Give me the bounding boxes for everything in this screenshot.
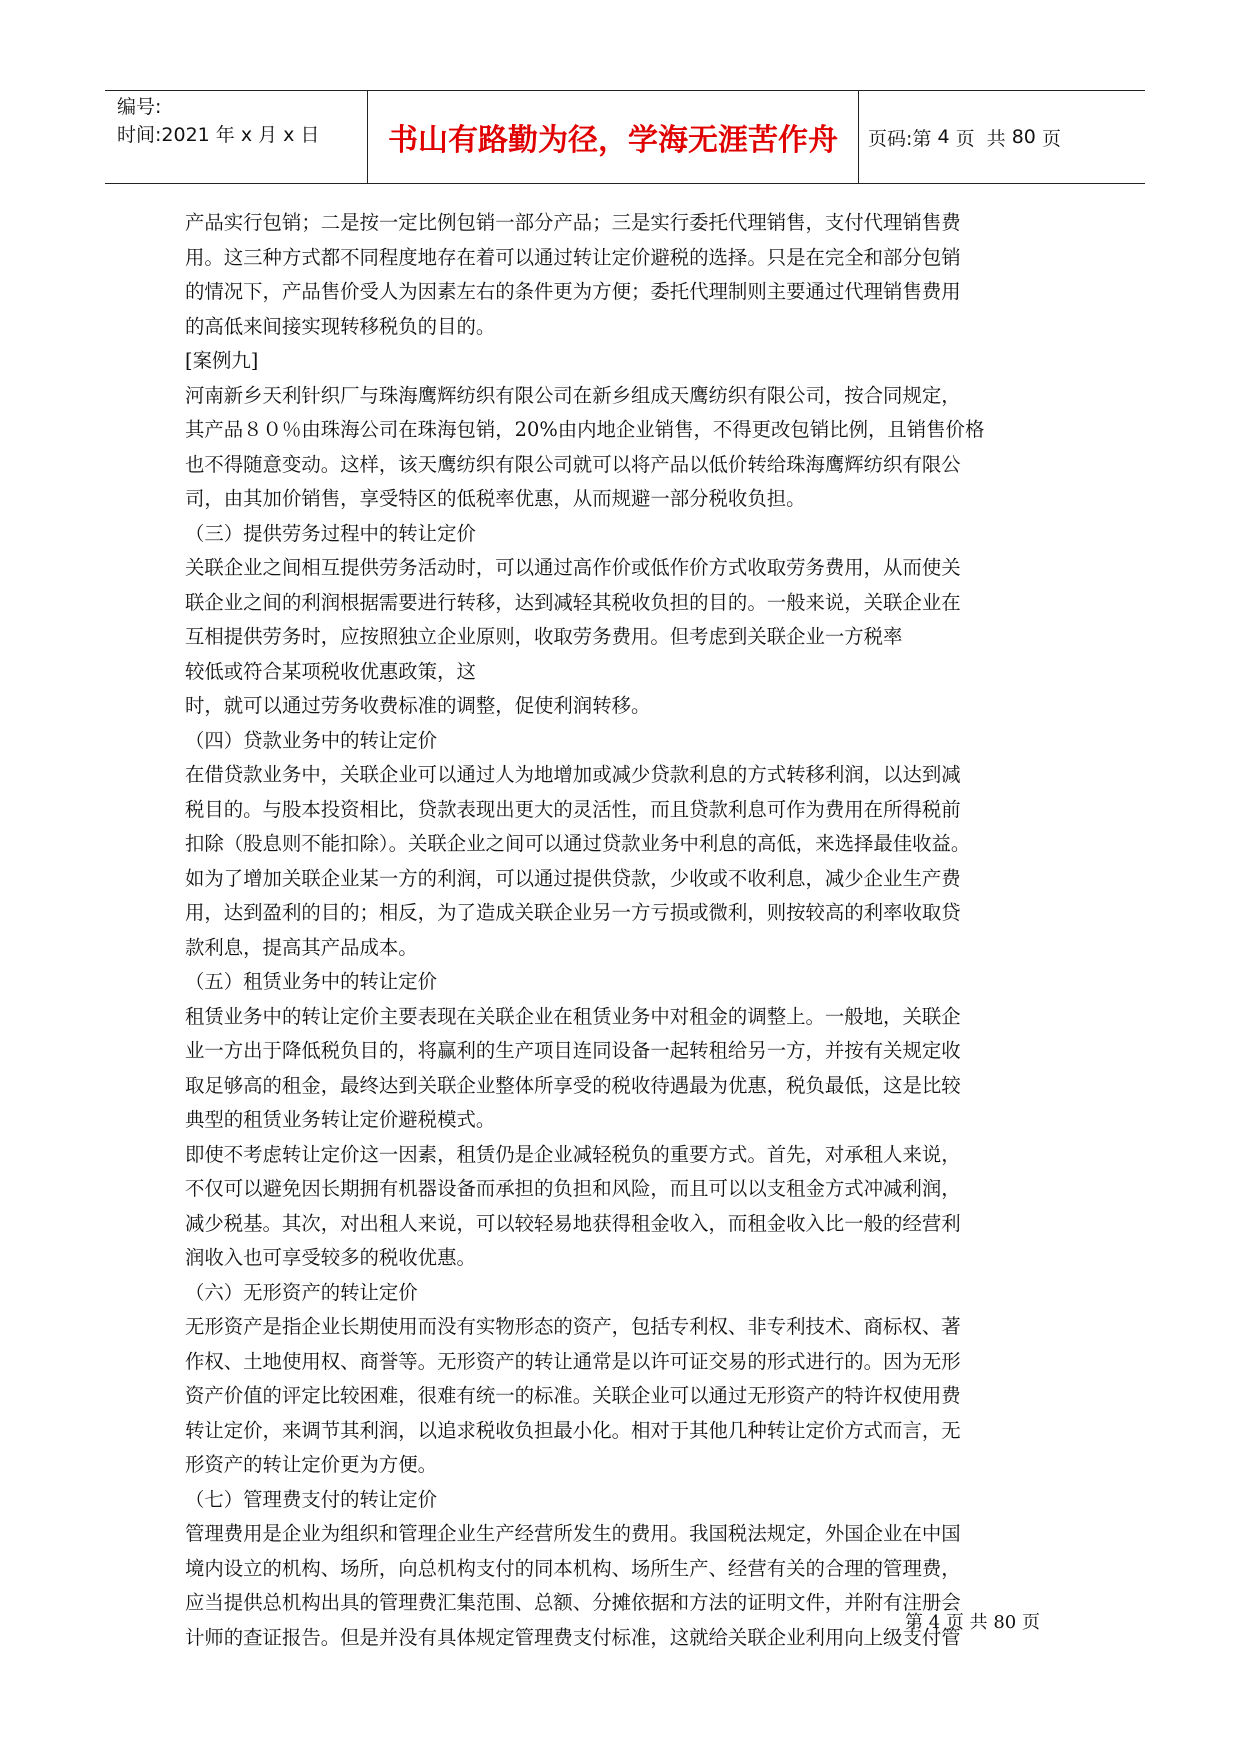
text-line: 取足够高的租金，最终达到关联企业整体所享受的税收待遇最为优惠，税负最低，这是比较 (185, 1073, 961, 1097)
text-line: 无形资产是指企业长期使用而没有实物形态的资产，包括专利权、非专利技术、商标权、著 (185, 1315, 961, 1338)
text-line: 联企业之间的利润根据需要进行转移，达到减轻其税收负担的目的。一般来说，关联企业在 (185, 590, 961, 614)
text-line: 时，就可以通过劳务收费标准的调整，促使利润转移。 (185, 694, 651, 717)
text-line: （四）贷款业务中的转让定价 (185, 728, 438, 752)
header-page-info (868, 91, 1138, 183)
page-header (105, 90, 1145, 184)
text-line: 产品实行包销；二是按一定比例包销一部分产品；三是实行委托代理销售，支付代理销售费 (185, 211, 961, 234)
text-line: 关联企业之间相互提供劳务活动时，可以通过高作价或低作价方式收取劳务费用，从而使关 (185, 556, 961, 579)
text-line: （七）管理费支付的转让定价 (185, 1487, 438, 1511)
page-footer: 第 4 页 共 80 页 (905, 1612, 1040, 1633)
text-line: 如为了增加关联企业某一方的利润，可以通过提供贷款，少收或不收利息，减少企业生产费 (185, 866, 961, 890)
code-label: 编号: (117, 96, 162, 118)
header-meta (117, 93, 367, 149)
text-line: [案例九] (185, 349, 259, 372)
text-line: 资产价值的评定比较困难，很难有统一的标准。关联企业可以通过无形资产的特许权使用费 (185, 1384, 961, 1407)
header-motto: 书山有路勤为径，学海无涯苦作舟 (388, 123, 838, 158)
text-line: 用，达到盈利的目的；相反，为了造成关联企业另一方亏损或微利，则按较高的利率收取贷 (185, 901, 961, 924)
text-line: （六）无形资产的转让定价 (185, 1280, 418, 1304)
text-line: 的情况下，产品售价受人为因素左右的条件更为方便；委托代理制则主要通过代理销售费用 (185, 280, 961, 303)
text-line: 其产品８０％由珠海公司在珠海包销，20%由内地企业销售，不得更改包销比例，且销售价格 (185, 418, 985, 441)
text-line: 典型的租赁业务转让定价避税模式。 (185, 1108, 496, 1131)
text-line: 的高低来间接实现转移税负的目的。 (185, 314, 496, 338)
text-line: 境内设立的机构、场所，向总机构支付的同本机构、场所生产、经营有关的合理的管理费， (185, 1556, 961, 1580)
text-line: 减少税基。其次，对出租人来说，可以较轻易地获得租金收入，而租金收入比一般的经营利 (185, 1211, 961, 1235)
page-number: 4 (937, 126, 950, 148)
text-line: 互相提供劳务时，应按照独立企业原则，收取劳务费用。但考虑到关联企业一方税率 (185, 625, 903, 648)
text-line: 不仅可以避免因长期拥有机器设备而承担的负担和风险，而且可以以支租金方式冲减利润， (185, 1177, 961, 1200)
text-line: 在借贷款业务中，关联企业可以通过人为地增加或减少贷款利息的方式转移利润，以达到减 (185, 763, 961, 786)
header-divider (858, 91, 859, 183)
text-line: 款利息，提高其产品成本。 (185, 935, 418, 959)
text-line: 管理费用是企业为组织和管理企业生产经营所发生的费用。我国税法规定，外国企业在中国 (185, 1522, 961, 1545)
text-line: 河南新乡天利针织厂与珠海鹰辉纺织有限公司在新乡组成天鹰纺织有限公司，按合同规定， (185, 383, 961, 407)
text-line: 用。这三种方式都不同程度地存在着可以通过转让定价避税的选择。只是在完全和部分包销 (185, 245, 961, 269)
text-line: 业一方出于降低税负目的，将赢利的生产项目连同设备一起转租给另一方，并按有关规定收 (185, 1039, 961, 1062)
text-line: 计师的查证报告。但是并没有具体规定管理费支付标准，这就给关联企业利用向上级支付管 (185, 1625, 961, 1649)
text-line: （五）租赁业务中的转让定价 (185, 970, 438, 993)
text-line: 润收入也可享受较多的税收优惠。 (185, 1246, 476, 1269)
page-total: 80 (1011, 126, 1036, 148)
text-line: 转让定价，来调节其利润，以追求税收负担最小化。相对于其他几种转让定价方式而言，无 (185, 1418, 961, 1442)
document-body (185, 206, 1065, 1655)
page-mid: 页 共 (949, 127, 1012, 150)
text-line: 也不得随意变动。这样，该天鹰纺织有限公司就可以将产品以低价转给珠海鹰辉纺织有限公 (185, 452, 961, 476)
page-suffix: 页 (1035, 127, 1061, 150)
text-line: 较低或符合某项税收优惠政策，这 (185, 659, 476, 683)
text-line: （三）提供劳务过程中的转让定价 (185, 521, 476, 545)
time-label: 时间:2021 年 x 月 x 日 (117, 124, 320, 146)
text-line: 应当提供总机构出具的管理费汇集范围、总额、分摊依据和方法的证明文件，并附有注册会 (185, 1591, 961, 1614)
text-line: 扣除（股息则不能扣除）。关联企业之间可以通过贷款业务中利息的高低，来选择最佳收益。 (185, 832, 971, 855)
text-line: 形资产的转让定价更为方便。 (185, 1453, 438, 1476)
text-line: 司，由其加价销售，享受特区的低税率优惠，从而规避一部分税收负担。 (185, 487, 806, 510)
text-line: 税目的。与股本投资相比，贷款表现出更大的灵活性，而且贷款利息可作为费用在所得税前 (185, 797, 961, 821)
text-line: 作权、土地使用权、商誉等。无形资产的转让通常是以许可证交易的形式进行的。因为无形 (185, 1349, 961, 1373)
text-line: 租赁业务中的转让定价主要表现在关联企业在租赁业务中对租金的调整上。一般地，关联企 (185, 1004, 961, 1028)
page-prefix: 页码:第 (868, 127, 938, 150)
text-line: 即使不考虑转让定价这一因素，租赁仍是企业减轻税负的重要方式。首先，对承租人来说， (185, 1142, 961, 1166)
